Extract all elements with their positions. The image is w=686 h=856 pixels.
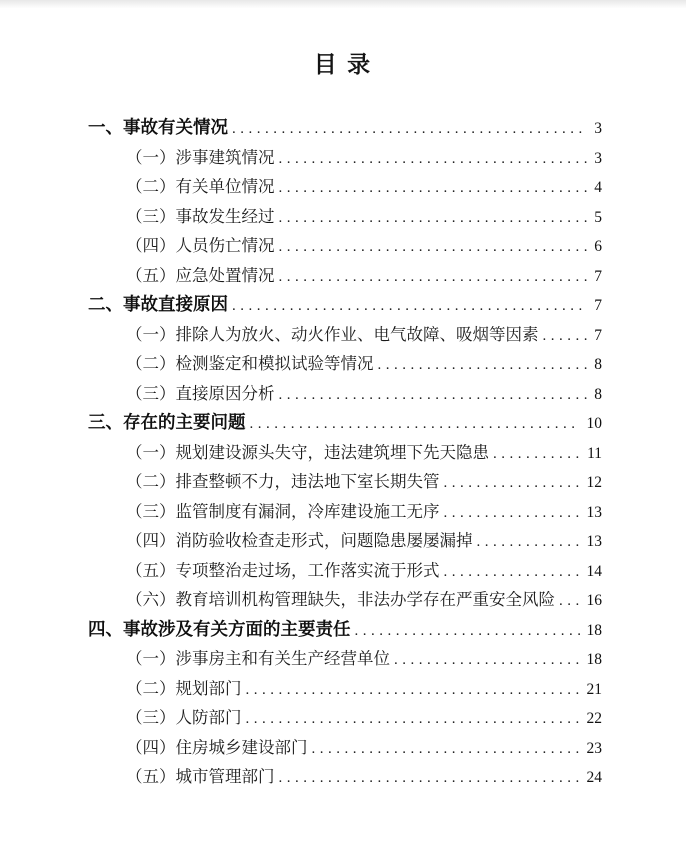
toc-dot-leader bbox=[232, 292, 587, 322]
toc-dot-leader bbox=[493, 440, 580, 470]
toc-entry-title: 一、事故有关情况 bbox=[88, 117, 228, 137]
toc-dot-leader bbox=[279, 145, 588, 175]
toc-entry[interactable] bbox=[88, 320, 602, 350]
toc-page-number: 6 bbox=[594, 238, 602, 255]
toc-entry-title: （一）涉事建筑情况 bbox=[126, 147, 275, 167]
toc-entry-title: （五）城市管理部门 bbox=[126, 767, 275, 786]
toc-dot-leader bbox=[279, 233, 588, 263]
toc-page-number: 16 bbox=[586, 592, 602, 609]
toc-page-number: 18 bbox=[586, 621, 602, 639]
toc-entry-title: （一）规划建设源头失守，违法建筑埋下先天隐患 bbox=[126, 442, 489, 462]
toc-page-number: 21 bbox=[586, 680, 602, 698]
toc-entry-title: （四）住房城乡建设部门 bbox=[126, 737, 308, 757]
toc-entry-title: （三）人防部门 bbox=[126, 708, 242, 727]
toc-entry-title: （二）检测鉴定和模拟试验等情况 bbox=[126, 354, 374, 373]
toc-page-number: 7 bbox=[594, 297, 602, 314]
toc-entry[interactable] bbox=[88, 261, 602, 291]
toc-dot-leader bbox=[394, 646, 580, 676]
toc-entry-title: （五）应急处置情况 bbox=[126, 265, 275, 285]
toc-entry[interactable] bbox=[88, 408, 602, 438]
toc-page-number: 12 bbox=[586, 474, 602, 491]
toc-dot-leader bbox=[279, 381, 588, 411]
toc-dot-leader bbox=[246, 676, 580, 706]
toc-page-number: 18 bbox=[586, 651, 602, 668]
toc-dot-leader bbox=[444, 469, 580, 499]
toc-entry[interactable] bbox=[88, 733, 602, 763]
toc-dot-leader bbox=[312, 735, 580, 765]
toc-entry-title: （五）专项整治走过场，工作落实流于形式 bbox=[126, 560, 440, 580]
toc-entry[interactable] bbox=[88, 526, 602, 556]
toc-page-number: 8 bbox=[594, 385, 602, 403]
toc-entry[interactable] bbox=[88, 113, 602, 143]
toc-entry-title: （一）涉事房主和有关生产经营单位 bbox=[126, 649, 390, 668]
toc-page-number: 3 bbox=[594, 149, 602, 167]
toc-entry-title: （六）教育培训机构管理缺失，非法办学存在严重安全风险 bbox=[126, 590, 555, 609]
toc-page-number: 23 bbox=[586, 739, 602, 757]
toc-dot-leader bbox=[279, 263, 588, 293]
toc-dot-leader bbox=[246, 705, 580, 735]
toc-page-number: 22 bbox=[586, 710, 602, 727]
toc-entry-title: （三）事故发生经过 bbox=[126, 206, 275, 226]
toc-entry[interactable] bbox=[88, 379, 602, 409]
toc-page-number: 4 bbox=[594, 179, 602, 196]
toc-page-number: 7 bbox=[594, 267, 602, 285]
toc-entry-title: 三、存在的主要问题 bbox=[88, 412, 246, 432]
toc-entry[interactable] bbox=[88, 615, 602, 645]
toc-entry[interactable] bbox=[88, 231, 602, 261]
toc-dot-leader bbox=[444, 558, 580, 588]
toc-entry[interactable] bbox=[88, 349, 602, 379]
toc-entry[interactable] bbox=[88, 674, 602, 704]
toc-entry[interactable] bbox=[88, 290, 602, 320]
toc-dot-leader bbox=[444, 499, 580, 529]
toc-entry-title: 四、事故涉及有关方面的主要责任 bbox=[88, 618, 351, 639]
toc-dot-leader bbox=[355, 617, 580, 647]
toc-entry-title: 二、事故直接原因 bbox=[88, 294, 228, 314]
toc-dot-leader bbox=[477, 528, 580, 558]
toc-entry-title: （二）规划部门 bbox=[126, 678, 242, 698]
toc-dot-leader bbox=[378, 351, 588, 381]
toc-page-number: 11 bbox=[587, 444, 602, 462]
toc-entry[interactable] bbox=[88, 644, 602, 674]
toc-page-number: 13 bbox=[586, 503, 602, 521]
toc-page-number: 8 bbox=[594, 356, 602, 373]
toc-entry[interactable] bbox=[88, 762, 602, 792]
toc-page-number: 10 bbox=[586, 415, 602, 432]
toc-entry[interactable] bbox=[88, 202, 602, 232]
toc-entry-title: （一）排除人为放火、动火作业、电气故障、吸烟等因素 bbox=[126, 324, 539, 344]
toc-entry[interactable] bbox=[88, 556, 602, 586]
toc-entry-title: （四）人员伤亡情况 bbox=[126, 236, 275, 255]
toc-entry[interactable] bbox=[88, 703, 602, 733]
toc-entry-title: （三）直接原因分析 bbox=[126, 383, 275, 403]
toc-page-number: 24 bbox=[586, 769, 602, 786]
toc-entry[interactable] bbox=[88, 585, 602, 615]
toc-entry-title: （四）消防验收检查走形式，问题隐患屡屡漏掉 bbox=[126, 531, 473, 550]
toc-dot-leader bbox=[250, 410, 580, 440]
toc-entry-title: （三）监管制度有漏洞，冷库建设施工无序 bbox=[126, 501, 440, 521]
toc-dot-leader bbox=[279, 174, 588, 204]
toc-page-number: 13 bbox=[586, 533, 602, 550]
toc-dot-leader bbox=[543, 322, 588, 352]
toc-page-number: 14 bbox=[586, 562, 602, 580]
toc-dot-leader bbox=[232, 115, 587, 145]
toc-entry-title: （二）有关单位情况 bbox=[126, 177, 275, 196]
toc-dot-leader bbox=[279, 204, 588, 234]
toc-page-number: 7 bbox=[594, 326, 602, 344]
toc-page-number: 3 bbox=[594, 120, 602, 137]
toc-entry[interactable] bbox=[88, 438, 602, 468]
toc-dot-leader bbox=[559, 587, 580, 617]
toc-page-number: 5 bbox=[594, 208, 602, 226]
toc-dot-leader bbox=[279, 764, 580, 794]
toc-entry[interactable] bbox=[88, 172, 602, 202]
toc-list bbox=[88, 113, 602, 792]
toc-entry[interactable] bbox=[88, 467, 602, 497]
toc-entry[interactable] bbox=[88, 497, 602, 527]
toc-entry-title: （二）排查整顿不力，违法地下室长期失管 bbox=[126, 472, 440, 491]
toc-entry[interactable] bbox=[88, 143, 602, 173]
page-title: 目 录 bbox=[313, 51, 373, 77]
